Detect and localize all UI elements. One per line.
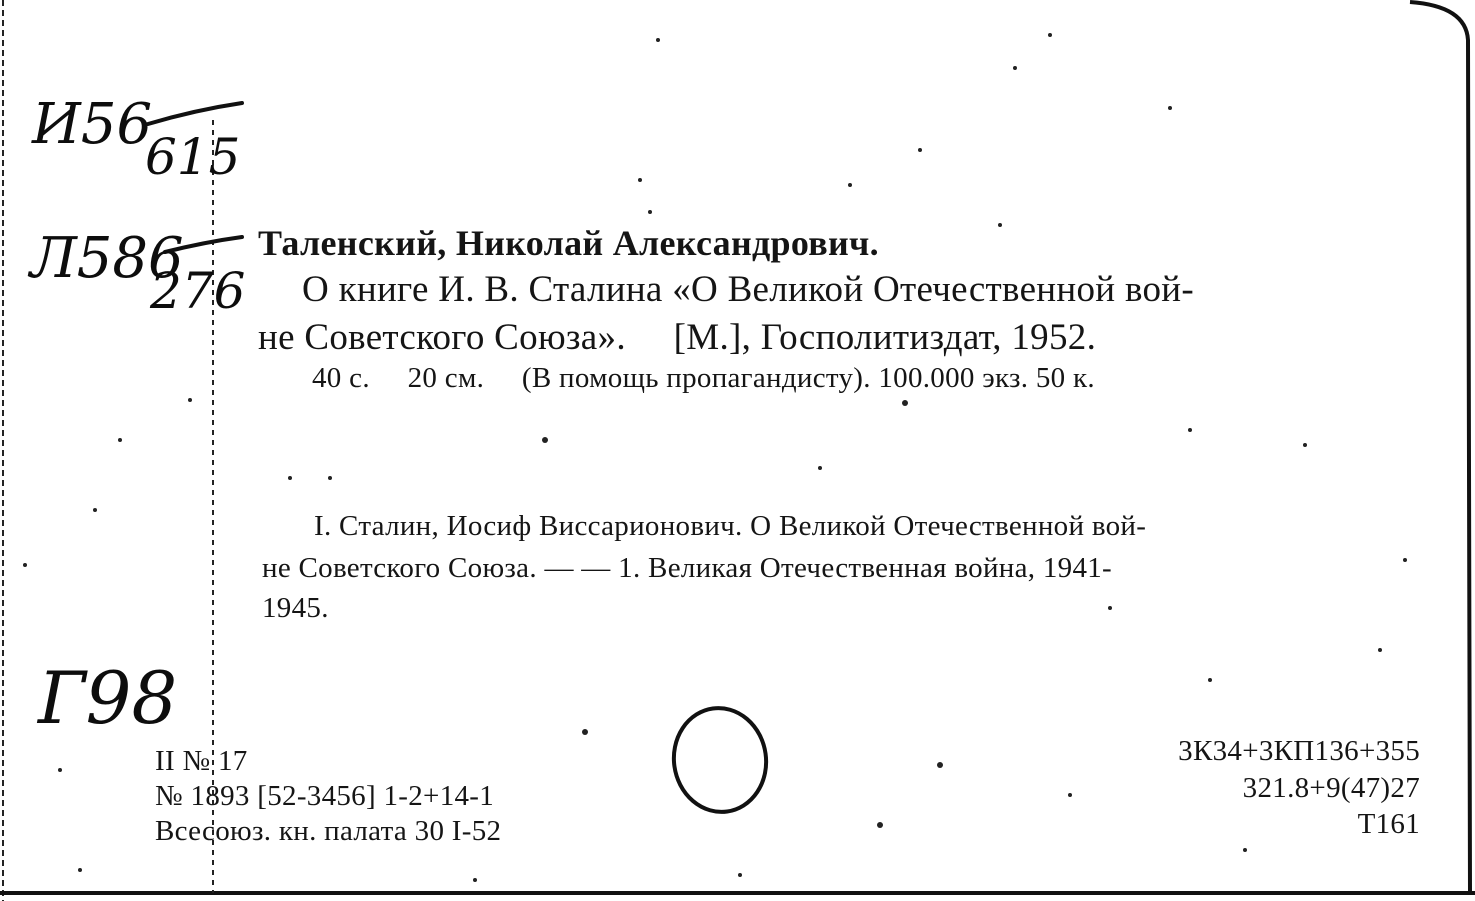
handwritten-code: Г98 (38, 656, 178, 740)
footer-left-line-2: № 1893 [52-3456] 1-2+14-1 (155, 780, 495, 812)
author-heading: Таленский, Николай Александрович. (258, 223, 879, 263)
footer-right-line-3: Т161 (1357, 808, 1420, 840)
handwritten-shelf-mark-1: И56 (32, 92, 153, 157)
tracing-line-1: I. Сталин, Иосиф Виссарионович. О Великой Отечественной вой- (314, 510, 1147, 542)
title-line-1: О книге И. В. Сталина «О Великой Отечественной вой- (302, 269, 1194, 310)
tracing-line-3: 1945. (262, 592, 329, 624)
tracing-line-2: не Советского Союза. — — 1. Великая Отечественная война, 1941- (262, 552, 1113, 584)
handwritten-shelf-mark-2: Л586 (30, 226, 184, 291)
footer-left-line-1: II № 17 (155, 745, 248, 777)
footer-right-line-1: 3К34+3КП136+355 (1178, 735, 1420, 767)
handwritten-shelf-mark-2-sub: 276 (150, 262, 246, 320)
footer-right-line-2: 321.8+9(47)27 (1242, 772, 1420, 804)
physical-description: 40 с. 20 см. (В помощь пропагандисту). 100.000 экз. 50 к. (312, 362, 1095, 394)
handwritten-shelf-mark-1-sub: 615 (145, 128, 241, 186)
title-line-2: не Советского Союза». [М.], Госполитиздат, 1952. (258, 317, 1097, 358)
footer-left-line-3: Всесоюз. кн. палата 30 I-52 (155, 815, 502, 847)
